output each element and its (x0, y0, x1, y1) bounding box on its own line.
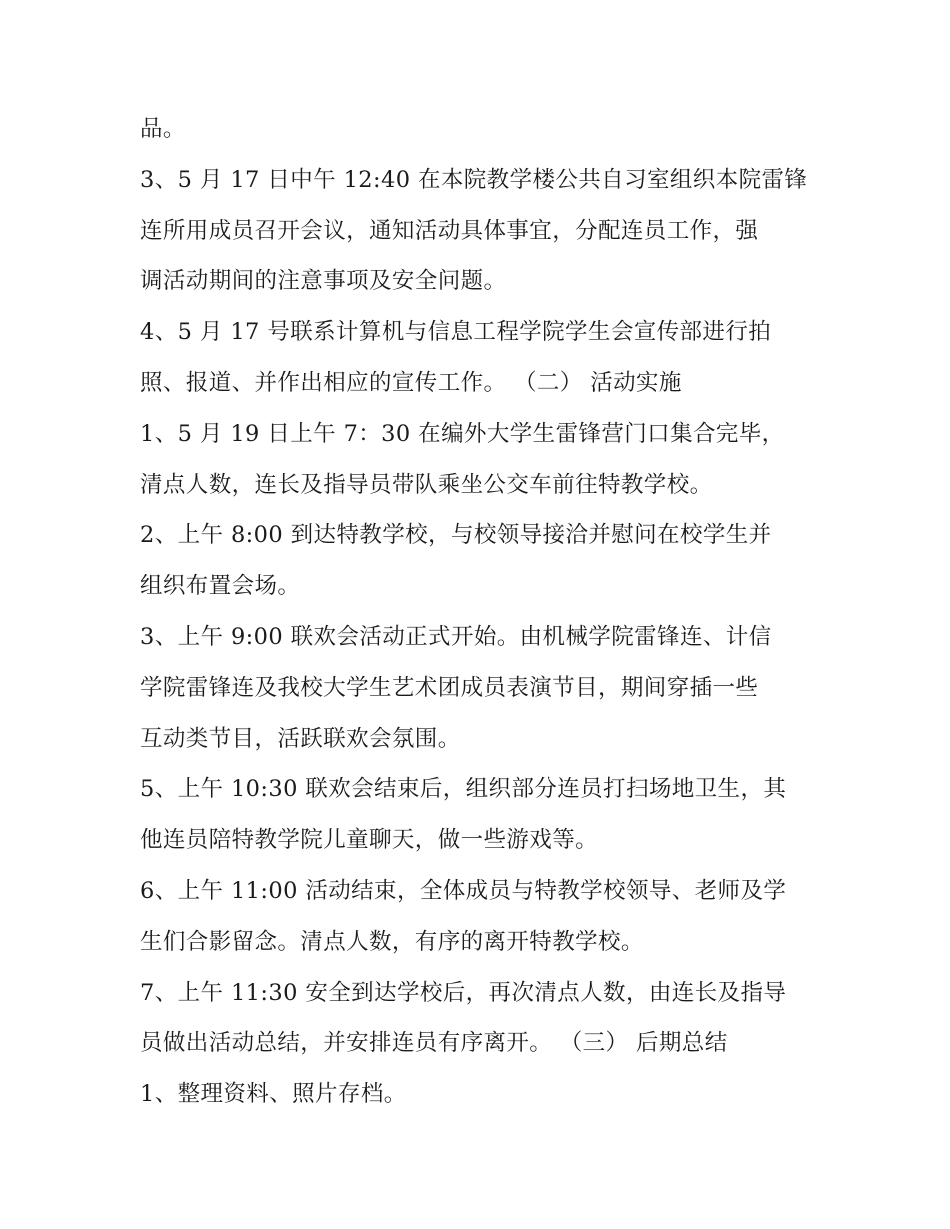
text-line: 他连员陪特教学院儿童聊天，做一些游戏等。 (140, 827, 599, 854)
text-line: 生们合影留念。清点人数，有序的离开特教学校。 (140, 928, 644, 955)
text-line: 2、上午 8:00 到达特教学校，与校领导接洽并慰问在校学生并 (140, 522, 772, 549)
text-line: 3、5 月 17 日中午 12:40 在本院教学楼公共自习室组织本院雷锋 (140, 166, 808, 193)
text-line: 互动类节目，活跃联欢会氛围。 (140, 725, 461, 752)
text-line: 品。 (140, 116, 186, 142)
text-line: 连所用成员召开会议，通知活动具体事宜，分配连员工作，强 (140, 217, 759, 244)
text-line: 学院雷锋连及我校大学生艺术团成员表演节目，期间穿插一些 (140, 674, 759, 701)
text-line: 清点人数，连长及指导员带队乘坐公交车前往特教学校。 (140, 471, 713, 498)
text-line: 5、上午 10:30 联欢会结束后，组织部分连员打扫场地卫生，其 (140, 776, 787, 803)
text-line: 4、5 月 17 号联系计算机与信息工程学院学生会宣传部进行拍 (140, 319, 772, 346)
text-line: 6、上午 11:00 活动结束，全体成员与特教学校领导、老师及学 (140, 877, 787, 904)
text-line: 1、5 月 19 日上午 7：30 在编外大学生雷锋营门口集合完毕， (140, 420, 785, 447)
text-line: 3、上午 9:00 联欢会活动正式开始。由机械学院雷锋连、计信 (140, 623, 772, 650)
text-line: 照、报道、并作出相应的宣传工作。 （二） 活动实施 (140, 369, 682, 396)
text-line: 7、上午 11:30 安全到达学校后，再次清点人数，由连长及指导 (140, 979, 787, 1006)
text-line: 调活动期间的注意事项及安全问题。 (140, 268, 507, 295)
document-body (140, 104, 830, 1120)
text-line: 组织布置会场。 (140, 573, 301, 600)
text-line: 员做出活动总结，并安排连员有序离开。 （三） 后期总结 (140, 1030, 728, 1057)
text-line: 1、整理资料、照片存档。 (140, 1081, 407, 1108)
